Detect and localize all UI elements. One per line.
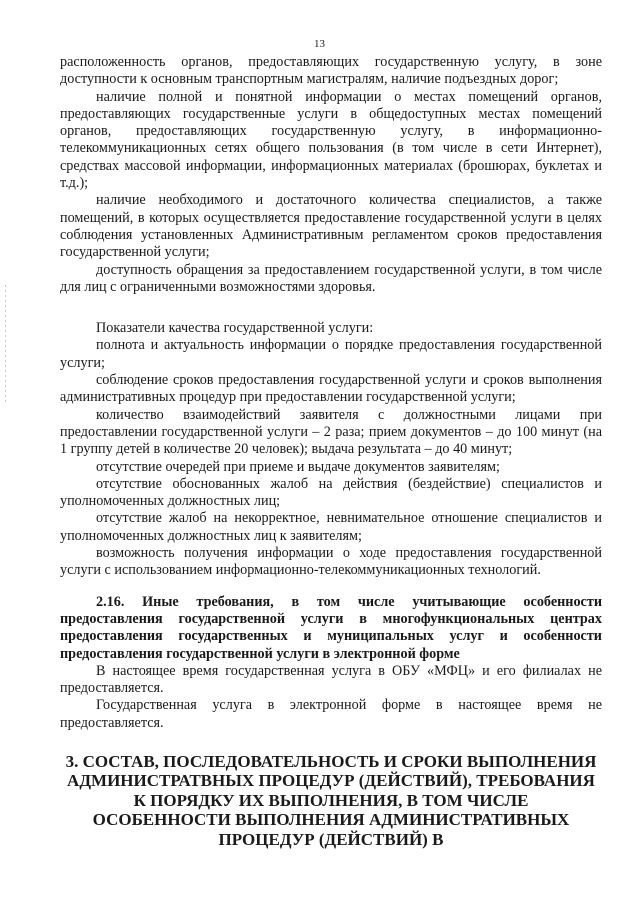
spacer — [60, 580, 602, 594]
quality-item: полнота и актуальность информации о порядке предоставления государственной услуги; — [60, 337, 602, 371]
paragraph-specialists: наличие необходимого и достаточного количества специалистов, а также помещений, в которых осуществляется предоставление государственной услуги в целях соблюдения установленных Административным регламентом сроков предоставления государственной услуги; — [60, 192, 602, 261]
subsection-paragraph-mfc: В настоящее время государственная услуга в ОБУ «МФЦ» и его филиалах не предоставляется. — [60, 662, 602, 697]
paragraph-accessibility: доступность обращения за предоставлением государственной услуги, в том числе для лиц с ограниченными возможностями здоровья. — [60, 261, 602, 295]
subsection-title: 2.16. Иные требования, в том числе учитывающие особенности предоставления государственной услуги в многофункциональных центрах предоставления государственных и муниципальных услуг и особенности предоставления государственной услуги в электронной форме — [60, 593, 602, 662]
paragraph-information: наличие полной и понятной информации о местах помещений органов, предоставляющих государственные услуги в общедоступных местах помещений органов, предоставляющих государственную услугу, в информационно-телекоммуникационных сетях общего пользования (в том числе в сети Интернет), средствах массовой информации, информационных материалах (брошюрах, буклетах и т.д.); — [60, 88, 602, 192]
scan-margin-mark — [5, 285, 6, 405]
section-title: 3. СОСТАВ, ПОСЛЕДОВАТЕЛЬНОСТЬ И СРОКИ ВЫПОЛНЕНИЯ АДМИНИСТРАТВНЫХ ПРОЦЕДУР (ДЕЙСТВИЙ), ТРЕБОВАНИЯ К ПОРЯДКУ ИХ ВЫПОЛНЕНИЯ, В ТОМ ЧИСЛЕ ОСОБЕННОСТИ ВЫПОЛНЕНИЯ АДМИНИСТРАТИВНЫХ ПРОЦЕДУР (ДЕЙСТВИЙ) В — [65, 751, 597, 849]
quality-item: возможность получения информации о ходе предоставления государственной услуги с использованием информационно-телекоммуникационных технологий. — [60, 545, 602, 579]
paragraph-location: расположенность органов, предоставляющих государственную услугу, в зоне доступности к основным транспортным магистралям, наличие подъездных дорог; — [60, 54, 602, 88]
quality-heading: Показатели качества государственной услуги: — [96, 320, 374, 337]
quality-item: отсутствие обоснованных жалоб на действия (бездействие) специалистов и уполномоченных должностных лиц; — [60, 475, 602, 510]
quality-item: отсутствие очередей при приеме и выдаче документов заявителям; — [96, 458, 500, 475]
quality-item: отсутствие жалоб на некорректное, невнимательное отношение специалистов и уполномоченных должностных лиц к заявителям; — [60, 510, 602, 544]
quality-item: количество взаимодействий заявителя с должностными лицами при предоставлении государственной услуги – 2 раза; прием документов – до 100 минут (на 1 группу детей в количестве 20 человек); выдача результата – до 40 минут; — [60, 406, 602, 458]
spacer — [60, 296, 602, 320]
subsection-paragraph-electronic: Государственная услуга в электронной форме в настоящее время не предоставляется. — [60, 697, 602, 731]
document-body — [60, 54, 602, 849]
page-number: 13 — [314, 38, 325, 50]
quality-item: соблюдение сроков предоставления государственной услуги и сроков выполнения административных процедур при предоставлении государственной услуги; — [60, 372, 602, 406]
spacer — [60, 732, 602, 752]
